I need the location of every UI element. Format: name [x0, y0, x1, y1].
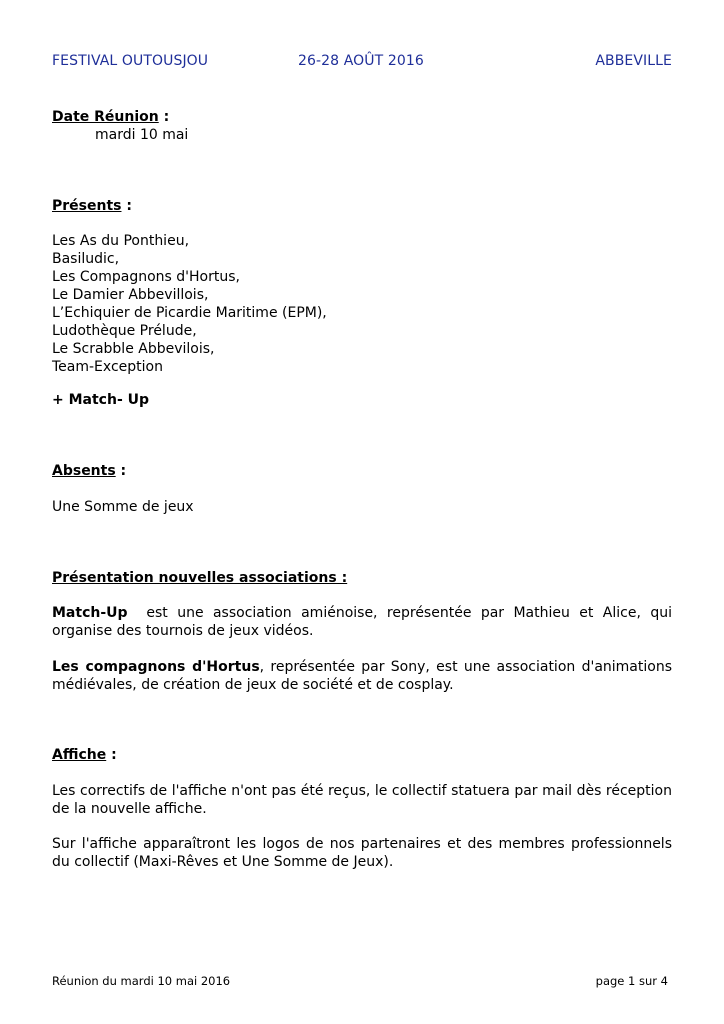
nouvelles-paragraph-2	[52, 658, 672, 694]
affiche-heading-line	[52, 746, 672, 764]
list-item: Les Compagnons d'Hortus,	[52, 269, 240, 285]
absents-colon: :	[115, 463, 127, 479]
absents-list	[52, 498, 672, 516]
affiche-heading: Affiche	[52, 747, 107, 763]
list-item: Team-Exception	[52, 359, 163, 375]
nouvelles-p2-text: , représentée par Sony, est une association d'animations médiévales, de création de jeux de société et de cosplay.	[52, 659, 672, 693]
footer-left: Réunion du mardi 10 mai 2016	[52, 974, 231, 988]
nouvelles-p1-bold: Match-Up	[52, 605, 128, 621]
presents-heading-line	[52, 197, 672, 215]
date-reunion-value: mardi 10 mai	[95, 127, 189, 143]
list-item: Les As du Ponthieu,	[52, 233, 190, 249]
date-reunion-colon: :	[158, 109, 170, 125]
nouvelles-heading: Présentation nouvelles associations :	[52, 570, 348, 586]
header-festival: FESTIVAL OUTOUSJOU	[52, 53, 209, 69]
date-reunion-heading: Date Réunion	[52, 109, 159, 125]
list-item: L’Echiquier de Picardie Maritime (EPM),	[52, 305, 327, 321]
nouvelles-p2-bold: Les compagnons d'Hortus	[52, 659, 260, 675]
absents-heading-line	[52, 462, 672, 480]
footer-page-number: page 1 sur 4	[595, 974, 668, 988]
absents-heading: Absents	[52, 463, 116, 479]
header-city: ABBEVILLE	[595, 53, 672, 69]
list-item: Le Damier Abbevillois,	[52, 287, 209, 303]
affiche-paragraph-2: Sur l'affiche apparaîtront les logos de nos partenaires et des membres professionnels du collectif (Maxi-Rêves et Une Somme de Jeux).	[52, 836, 672, 870]
list-item: Basiludic,	[52, 251, 120, 267]
presents-list	[52, 232, 672, 376]
affiche-colon: :	[106, 747, 117, 763]
presents-extra: + Match- Up	[52, 392, 150, 408]
presents-extra-line	[52, 391, 672, 409]
list-item: Ludothèque Prélude,	[52, 323, 197, 339]
date-reunion-section	[52, 108, 672, 144]
nouvelles-heading-line	[52, 569, 672, 587]
presents-heading: Présents	[52, 198, 122, 214]
header-dates: 26-28 AOÛT 2016	[298, 53, 424, 69]
affiche-paragraph-1: Les correctifs de l'affiche n'ont pas été reçus, le collectif statuera par mail dès réception de la nouvelle affiche.	[52, 783, 672, 817]
nouvelles-paragraph-1	[52, 604, 677, 640]
list-item: Le Scrabble Abbevilois,	[52, 341, 215, 357]
presents-colon: :	[121, 198, 132, 214]
list-item: Une Somme de jeux	[52, 499, 194, 515]
nouvelles-p1-text: est une association amiénoise, représentée par Mathieu et Alice, qui organise des tournois de jeux vidéos.	[52, 605, 677, 639]
